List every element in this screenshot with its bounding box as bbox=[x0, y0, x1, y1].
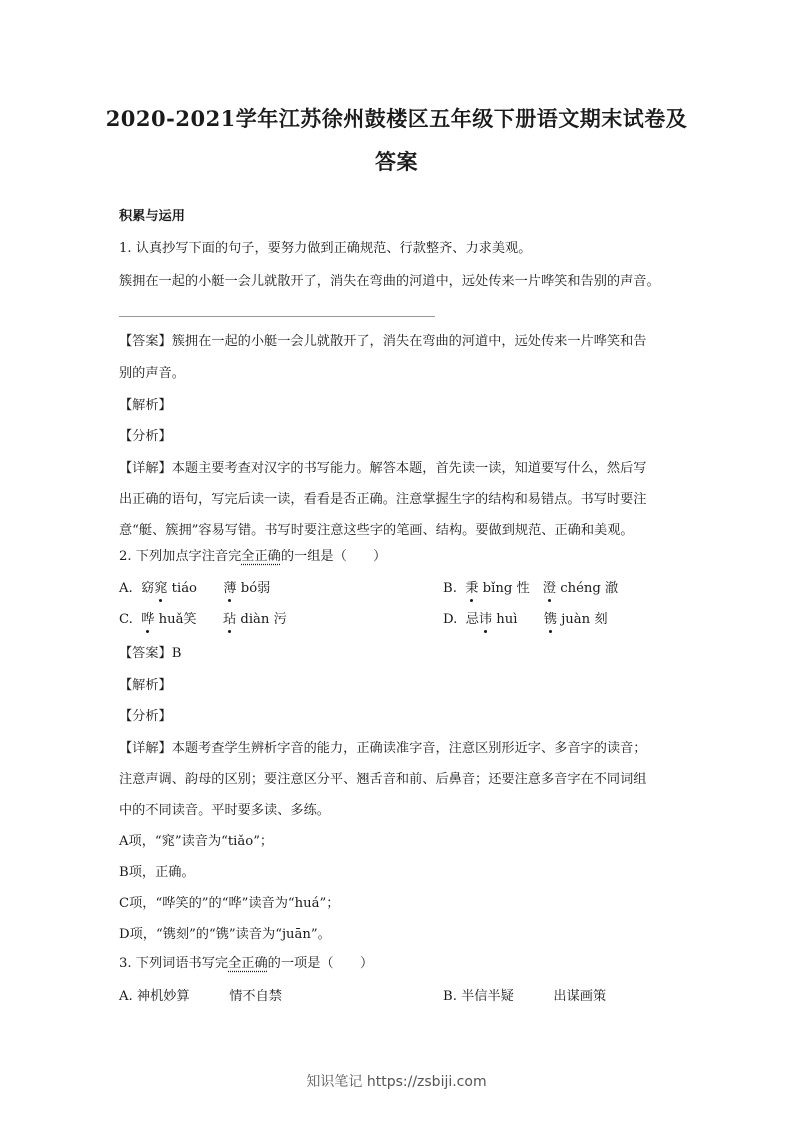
q2-jiexi: 【解析】 bbox=[119, 678, 172, 693]
page-title-line1: 2020-2021学年江苏徐州鼓楼区五年级下册语文期末试卷及 bbox=[105, 106, 688, 131]
q1-detail-line2: 出正确的语句，写完后读一读，看看是否正确。注意掌握生字的结构和易错点。书写时要注 bbox=[119, 492, 647, 507]
q1-answer-line1: 【答案】簇拥在一起的小艇一会儿就散开了，消失在弯曲的河道中，远处传来一片哗笑和告 bbox=[119, 334, 647, 349]
q2-option-c: C. 哗 huǎ笑 玷 diàn 污 bbox=[119, 612, 287, 627]
q2-answer: 【答案】B bbox=[119, 646, 182, 661]
q2-item-b: B项，正确。 bbox=[119, 865, 195, 880]
q3-prompt: 3. 下列词语书写完全正确的一项是（ ） bbox=[119, 956, 374, 971]
q2-item-a: A项，“窕”读音为“tiǎo”； bbox=[119, 834, 274, 849]
q2-option-a: A. 窈窕 tiáo 薄 bó弱 bbox=[119, 581, 271, 596]
footer-watermark: 知识笔记 https://zsbiji.com bbox=[306, 1074, 487, 1090]
q2-fenxi: 【分析】 bbox=[119, 709, 172, 724]
page-title-line2: 答案 bbox=[375, 149, 418, 174]
q2-detail-line2: 注意声调、韵母的区别；要注意区分平、翘舌音和前、后鼻音；还要注意多音字在不同词组 bbox=[119, 772, 647, 787]
q1-detail-line3: 意“艇、簇拥”容易写错。书写时要注意这些字的笔画、结构。要做到规范、正确和美观。 bbox=[119, 523, 634, 538]
copy-writing-line bbox=[119, 316, 435, 317]
q2-detail-line3: 中的不同读音。平时要多读、多练。 bbox=[119, 803, 330, 818]
q1-detail-line1: 【详解】本题主要考查对汉字的书写能力。解答本题，首先读一读，知道要写什么，然后写 bbox=[119, 461, 647, 476]
q1-fenxi: 【分析】 bbox=[119, 429, 172, 444]
q2-dotted-text: 全正确 bbox=[241, 549, 281, 564]
q1-prompt: 1. 认真抄写下面的句子，要努力做到正确规范、行款整齐、力求美观。 bbox=[119, 241, 532, 256]
q3-option-a: A. 神机妙算 情不自禁 bbox=[119, 989, 282, 1004]
q2-prompt: 2. 下列加点字注音完全正确的一组是（ ） bbox=[119, 549, 387, 564]
q2-detail-line1: 【详解】本题考查学生辨析字音的能力，正确读准字音，注意区别形近字、多音字的读音； bbox=[119, 741, 647, 756]
q2-item-d: D项，“镌刻”的“镌”读音为“juān”。 bbox=[119, 927, 331, 942]
q3-dotted-text: 全正确 bbox=[228, 956, 268, 971]
q2-option-d: D. 忌讳 huì 镌 juàn 刻 bbox=[443, 612, 608, 627]
q1-jiexi: 【解析】 bbox=[119, 398, 172, 413]
q2-option-b: B. 秉 bǐng 性 澄 chéng 澈 bbox=[443, 581, 619, 596]
q1-answer-line2: 别的声音。 bbox=[119, 366, 185, 381]
section-heading: 积累与运用 bbox=[119, 209, 185, 224]
q1-sentence: 簇拥在一起的小艇一会儿就散开了，消失在弯曲的河道中，远处传来一片哗笑和告别的声音。 bbox=[119, 274, 660, 289]
q3-option-b: B. 半信半疑 出谋画策 bbox=[443, 989, 607, 1004]
q2-item-c: C项，“哗笑的”的“哗”读音为“huá”； bbox=[119, 896, 340, 911]
